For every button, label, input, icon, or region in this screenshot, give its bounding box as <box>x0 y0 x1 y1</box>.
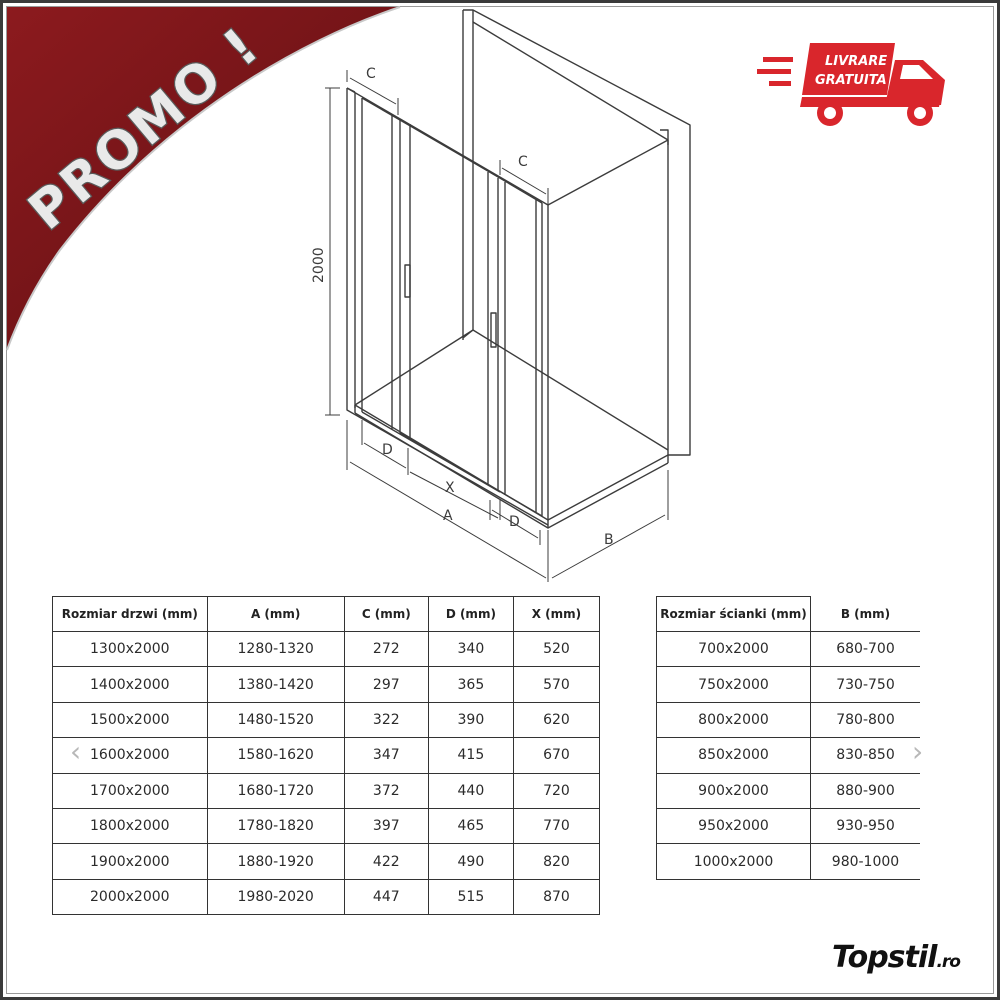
label-c-right: C <box>518 154 528 170</box>
cell-a: 1480-1520 <box>207 702 344 737</box>
cell-c: 447 <box>344 879 428 914</box>
cell-b: 930-950 <box>810 808 920 843</box>
header-door-size: Rozmiar drzwi (mm) <box>53 597 208 632</box>
table-header-row <box>657 597 921 632</box>
table-row <box>53 808 600 843</box>
cell-a: 1780-1820 <box>207 808 344 843</box>
cell-x: 570 <box>513 667 599 702</box>
cell-a: 1680-1720 <box>207 773 344 808</box>
cell-door-size: 1800x2000 <box>53 808 208 843</box>
table-row <box>657 773 921 808</box>
cell-c: 422 <box>344 844 428 879</box>
header-b: B (mm) <box>810 597 920 632</box>
header-c: C (mm) <box>344 597 428 632</box>
header-d: D (mm) <box>428 597 513 632</box>
cell-d: 415 <box>428 738 513 773</box>
label-d-right: D <box>509 514 520 530</box>
label-a: A <box>443 508 453 524</box>
cell-c: 322 <box>344 702 428 737</box>
table-row <box>53 667 600 702</box>
cell-d: 390 <box>428 702 513 737</box>
cell-c: 347 <box>344 738 428 773</box>
shower-diagram <box>300 0 720 590</box>
cell-d: 440 <box>428 773 513 808</box>
header-x: X (mm) <box>513 597 599 632</box>
cell-c: 372 <box>344 773 428 808</box>
cell-b: 830-850 <box>810 738 920 773</box>
table-row <box>53 879 600 914</box>
cell-wall-size: 800x2000 <box>657 702 811 737</box>
cell-x: 520 <box>513 632 599 667</box>
cell-door-size: 2000x2000 <box>53 879 208 914</box>
cell-wall-size: 750x2000 <box>657 667 811 702</box>
table-row <box>657 667 921 702</box>
cell-wall-size: 850x2000 <box>657 738 811 773</box>
cell-door-size: 1700x2000 <box>53 773 208 808</box>
cell-c: 397 <box>344 808 428 843</box>
delivery-line1: LIVRARE <box>825 54 888 69</box>
cell-door-size: 1300x2000 <box>53 632 208 667</box>
cell-a: 1580-1620 <box>207 738 344 773</box>
cell-wall-size: 1000x2000 <box>657 844 811 879</box>
cell-x: 720 <box>513 773 599 808</box>
label-c-left: C <box>366 66 376 82</box>
cell-a: 1380-1420 <box>207 667 344 702</box>
logo-suffix: .ro <box>936 952 960 972</box>
table-row <box>657 844 921 879</box>
cell-x: 620 <box>513 702 599 737</box>
cell-x: 820 <box>513 844 599 879</box>
cell-b: 780-800 <box>810 702 920 737</box>
header-a: A (mm) <box>207 597 344 632</box>
room-walls <box>355 10 690 455</box>
label-height: 2000 <box>311 247 327 283</box>
cell-door-size: 1600x2000 <box>53 738 208 773</box>
table-header-row <box>53 597 600 632</box>
cell-c: 272 <box>344 632 428 667</box>
free-delivery-badge <box>755 35 965 135</box>
cell-a: 1880-1920 <box>207 844 344 879</box>
label-x: X <box>445 480 455 496</box>
table-row <box>657 632 921 667</box>
cell-b: 730-750 <box>810 667 920 702</box>
header-wall-size: Rozmiar ścianki (mm) <box>657 597 811 632</box>
cell-a: 1980-2020 <box>207 879 344 914</box>
carousel-next-button[interactable]: › <box>912 735 924 768</box>
cell-door-size: 1500x2000 <box>53 702 208 737</box>
logo-text: Topstil <box>832 940 937 975</box>
table-row <box>657 738 921 773</box>
label-b: B <box>604 532 614 548</box>
cell-x: 670 <box>513 738 599 773</box>
door-frame <box>347 88 668 525</box>
cell-wall-size: 950x2000 <box>657 808 811 843</box>
table-row <box>53 844 600 879</box>
cell-d: 365 <box>428 667 513 702</box>
table-row <box>53 773 600 808</box>
delivery-line2: GRATUITA <box>815 73 887 88</box>
label-d-left: D <box>382 442 393 458</box>
cell-door-size: 1400x2000 <box>53 667 208 702</box>
cell-d: 465 <box>428 808 513 843</box>
cell-a: 1280-1320 <box>207 632 344 667</box>
carousel-prev-button[interactable]: ‹ <box>70 735 82 768</box>
wall-sizes-table <box>656 596 920 880</box>
cell-d: 340 <box>428 632 513 667</box>
cell-x: 870 <box>513 879 599 914</box>
cell-wall-size: 900x2000 <box>657 773 811 808</box>
topstil-logo[interactable] <box>832 940 960 975</box>
cell-wall-size: 700x2000 <box>657 632 811 667</box>
cell-b: 880-900 <box>810 773 920 808</box>
cell-b: 680-700 <box>810 632 920 667</box>
promo-text: PROMO ! <box>17 15 272 242</box>
table-row <box>53 702 600 737</box>
shower-tray <box>355 405 668 528</box>
table-row <box>53 738 600 773</box>
cell-b: 980-1000 <box>810 844 920 879</box>
cell-x: 770 <box>513 808 599 843</box>
table-row <box>657 702 921 737</box>
table-row <box>53 632 600 667</box>
cell-d: 515 <box>428 879 513 914</box>
door-sizes-table <box>52 596 600 915</box>
cell-door-size: 1900x2000 <box>53 844 208 879</box>
cell-c: 297 <box>344 667 428 702</box>
table-row <box>657 808 921 843</box>
cell-d: 490 <box>428 844 513 879</box>
